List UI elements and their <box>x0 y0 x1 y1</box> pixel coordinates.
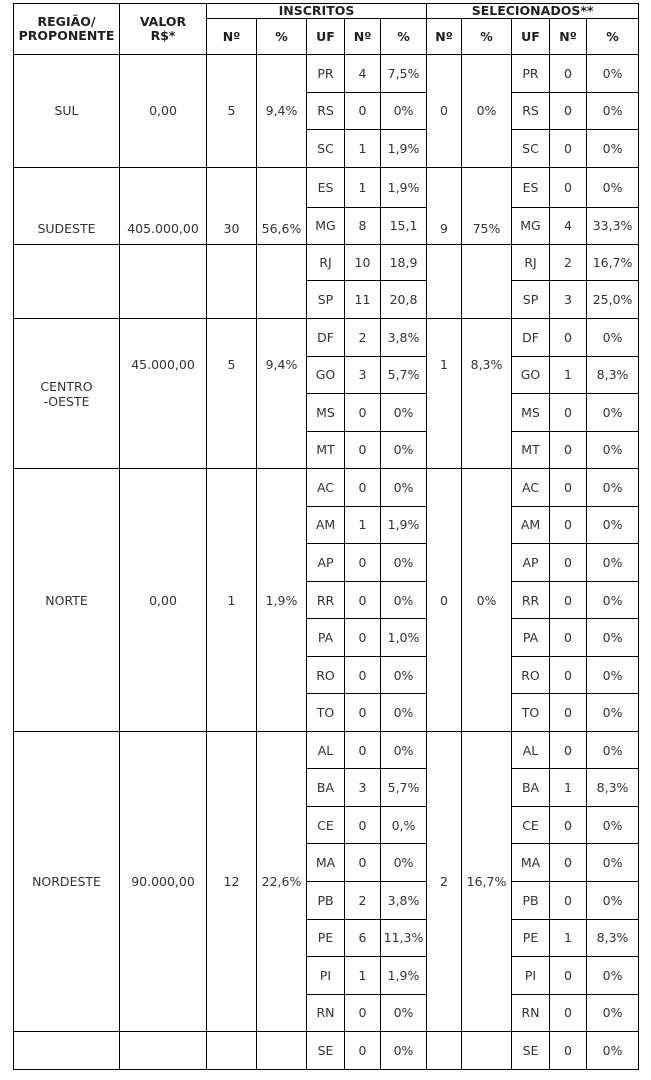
regional-distribution-table <box>13 3 639 1070</box>
region-valor: 45.000,00 <box>120 319 207 469</box>
state-uf: SE <box>307 1032 345 1070</box>
state-inscritos-n: 1 <box>345 167 381 207</box>
state-inscritos-pct: 1,9% <box>381 130 427 168</box>
region-inscritos-pct: 9,4% <box>257 55 307 168</box>
empty-cell <box>120 245 207 319</box>
state-selecionados-pct: 33,3% <box>587 207 639 245</box>
state-inscritos-pct: 0% <box>381 1032 427 1070</box>
state-selecionados-pct: 0% <box>587 544 639 582</box>
state-uf: ES <box>512 167 550 207</box>
state-inscritos-n: 8 <box>345 207 381 245</box>
state-inscritos-pct: 7,5% <box>381 55 427 93</box>
state-uf: MS <box>512 394 550 432</box>
state-inscritos-n: 0 <box>345 544 381 582</box>
state-inscritos-pct: 5,7% <box>381 356 427 394</box>
empty-cell <box>14 245 120 319</box>
empty-cell <box>257 1032 307 1070</box>
region-inscritos-n: 5 <box>207 319 257 469</box>
state-selecionados-n: 4 <box>550 207 587 245</box>
state-inscritos-pct: 0% <box>381 994 427 1032</box>
state-inscritos-n: 3 <box>345 769 381 807</box>
state-inscritos-pct: 1,9% <box>381 957 427 995</box>
state-uf: SP <box>307 281 345 319</box>
state-inscritos-n: 0 <box>345 656 381 694</box>
region-selecionados-n: 9 <box>427 167 462 245</box>
state-selecionados-n: 0 <box>550 544 587 582</box>
state-selecionados-n: 0 <box>550 167 587 207</box>
state-uf: MG <box>512 207 550 245</box>
table-row <box>14 167 639 207</box>
table-row <box>14 1032 639 1070</box>
state-inscritos-pct: 3,8% <box>381 882 427 920</box>
subheader-selecionados-uf-n: Nº <box>550 19 587 55</box>
region-name-norte: NORTE <box>14 469 120 732</box>
region-inscritos-n: 1 <box>207 469 257 732</box>
state-selecionados-pct: 0% <box>587 130 639 168</box>
state-selecionados-pct: 0% <box>587 731 639 769</box>
empty-cell <box>462 1032 512 1070</box>
state-inscritos-pct: 0,% <box>381 806 427 844</box>
empty-cell <box>14 1032 120 1070</box>
region-inscritos-n: 5 <box>207 55 257 168</box>
region-selecionados-n: 0 <box>427 55 462 168</box>
state-uf: BA <box>307 769 345 807</box>
state-inscritos-n: 0 <box>345 619 381 657</box>
state-uf: AL <box>512 731 550 769</box>
state-uf: RS <box>512 92 550 130</box>
state-inscritos-pct: 1,0% <box>381 619 427 657</box>
region-name-sul: SUL <box>14 55 120 168</box>
state-inscritos-n: 0 <box>345 431 381 469</box>
subheader-selecionados-uf: UF <box>512 19 550 55</box>
state-inscritos-pct: 3,8% <box>381 319 427 357</box>
state-inscritos-n: 0 <box>345 731 381 769</box>
state-uf: AL <box>307 731 345 769</box>
state-inscritos-n: 0 <box>345 92 381 130</box>
state-selecionados-n: 0 <box>550 581 587 619</box>
empty-cell <box>207 245 257 319</box>
state-uf: MG <box>307 207 345 245</box>
state-uf: SE <box>512 1032 550 1070</box>
state-inscritos-n: 0 <box>345 994 381 1032</box>
state-selecionados-n: 0 <box>550 469 587 507</box>
state-inscritos-pct: 11,3% <box>381 919 427 957</box>
state-selecionados-n: 0 <box>550 394 587 432</box>
empty-cell <box>427 1032 462 1070</box>
header-valor-line1: VALOR <box>139 14 187 29</box>
state-inscritos-pct: 0% <box>381 844 427 882</box>
state-inscritos-n: 11 <box>345 281 381 319</box>
table-row <box>14 55 639 93</box>
state-uf: SP <box>512 281 550 319</box>
state-selecionados-n: 2 <box>550 245 587 281</box>
state-uf: AP <box>512 544 550 582</box>
state-uf: PB <box>512 882 550 920</box>
state-selecionados-pct: 0% <box>587 957 639 995</box>
region-selecionados-pct: 75% <box>462 167 512 245</box>
state-selecionados-n: 1 <box>550 356 587 394</box>
state-uf: PB <box>307 882 345 920</box>
header-region-line2: PROPONENTE <box>18 28 115 43</box>
state-inscritos-pct: 0% <box>381 469 427 507</box>
region-inscritos-pct: 1,9% <box>257 469 307 732</box>
state-inscritos-n: 0 <box>345 1032 381 1070</box>
state-selecionados-pct: 0% <box>587 394 639 432</box>
state-selecionados-n: 0 <box>550 431 587 469</box>
state-selecionados-n: 0 <box>550 619 587 657</box>
state-uf: PE <box>307 919 345 957</box>
state-selecionados-pct: 0% <box>587 92 639 130</box>
state-selecionados-n: 0 <box>550 319 587 357</box>
header-inscritos: INSCRITOS <box>207 4 427 19</box>
region-valor: 0,00 <box>120 469 207 732</box>
state-selecionados-n: 0 <box>550 731 587 769</box>
state-inscritos-pct: 1,9% <box>381 506 427 544</box>
subheader-inscritos-uf-n: Nº <box>345 19 381 55</box>
state-selecionados-n: 1 <box>550 769 587 807</box>
state-selecionados-n: 0 <box>550 506 587 544</box>
region-name-centro-oeste <box>14 319 120 469</box>
state-selecionados-pct: 0% <box>587 806 639 844</box>
state-uf: PI <box>512 957 550 995</box>
state-inscritos-n: 0 <box>345 694 381 732</box>
header-valor <box>120 4 207 55</box>
state-selecionados-n: 0 <box>550 844 587 882</box>
empty-cell <box>207 1032 257 1070</box>
empty-cell <box>257 245 307 319</box>
region-name-nordeste: NORDESTE <box>14 731 120 1031</box>
state-uf: DF <box>307 319 345 357</box>
state-selecionados-n: 1 <box>550 919 587 957</box>
region-selecionados-pct: 8,3% <box>462 319 512 469</box>
header-region-line1: REGIÃO/ <box>37 14 96 29</box>
state-uf: MT <box>307 431 345 469</box>
state-uf: RN <box>512 994 550 1032</box>
state-selecionados-pct: 0% <box>587 844 639 882</box>
table-row <box>14 245 639 281</box>
state-inscritos-pct: 0% <box>381 394 427 432</box>
state-uf: RO <box>307 656 345 694</box>
subheader-inscritos-uf-pct: % <box>381 19 427 55</box>
state-selecionados-pct: 0% <box>587 319 639 357</box>
state-uf: AC <box>512 469 550 507</box>
state-selecionados-pct: 0% <box>587 581 639 619</box>
state-uf: MT <box>512 431 550 469</box>
state-selecionados-pct: 0% <box>587 619 639 657</box>
header-selecionados: SELECIONADOS** <box>427 4 639 19</box>
state-selecionados-n: 0 <box>550 994 587 1032</box>
state-inscritos-pct: 0% <box>381 731 427 769</box>
state-uf: PE <box>512 919 550 957</box>
state-selecionados-pct: 0% <box>587 506 639 544</box>
state-uf: RR <box>512 581 550 619</box>
state-selecionados-n: 0 <box>550 55 587 93</box>
state-inscritos-pct: 0% <box>381 694 427 732</box>
state-uf: GO <box>307 356 345 394</box>
state-selecionados-pct: 25,0% <box>587 281 639 319</box>
state-selecionados-n: 0 <box>550 694 587 732</box>
state-inscritos-pct: 15,1 <box>381 207 427 245</box>
state-uf: MA <box>512 844 550 882</box>
state-selecionados-pct: 0% <box>587 1032 639 1070</box>
state-selecionados-pct: 0% <box>587 694 639 732</box>
state-inscritos-n: 0 <box>345 806 381 844</box>
state-selecionados-pct: 0% <box>587 469 639 507</box>
region-selecionados-n: 2 <box>427 731 462 1031</box>
state-uf: RJ <box>307 245 345 281</box>
state-inscritos-n: 0 <box>345 844 381 882</box>
region-selecionados-n: 1 <box>427 319 462 469</box>
state-uf: RS <box>307 92 345 130</box>
state-inscritos-n: 1 <box>345 130 381 168</box>
state-uf: TO <box>307 694 345 732</box>
state-uf: RN <box>307 994 345 1032</box>
state-selecionados-n: 0 <box>550 656 587 694</box>
state-uf: PA <box>307 619 345 657</box>
state-selecionados-n: 0 <box>550 957 587 995</box>
subheader-selecionados-n: Nº <box>427 19 462 55</box>
state-selecionados-n: 0 <box>550 92 587 130</box>
state-uf: SC <box>307 130 345 168</box>
state-uf: BA <box>512 769 550 807</box>
state-uf: AM <box>512 506 550 544</box>
region-inscritos-n: 30 <box>207 167 257 245</box>
region-inscritos-pct: 56,6% <box>257 167 307 245</box>
empty-cell <box>462 245 512 319</box>
region-inscritos-n: 12 <box>207 731 257 1031</box>
region-selecionados-pct: 16,7% <box>462 731 512 1031</box>
state-uf: TO <box>512 694 550 732</box>
table-row <box>14 469 639 507</box>
state-selecionados-n: 0 <box>550 882 587 920</box>
subheader-selecionados-uf-pct: % <box>587 19 639 55</box>
state-uf: MA <box>307 844 345 882</box>
state-uf: PA <box>512 619 550 657</box>
state-uf: RO <box>512 656 550 694</box>
state-selecionados-pct: 8,3% <box>587 769 639 807</box>
state-uf: GO <box>512 356 550 394</box>
region-name-line2: -OESTE <box>43 393 90 409</box>
state-inscritos-pct: 0% <box>381 544 427 582</box>
state-inscritos-pct: 0% <box>381 656 427 694</box>
state-uf: ES <box>307 167 345 207</box>
state-inscritos-pct: 0% <box>381 581 427 619</box>
state-inscritos-n: 4 <box>345 55 381 93</box>
state-uf: CE <box>512 806 550 844</box>
region-selecionados-pct: 0% <box>462 469 512 732</box>
empty-cell <box>120 1032 207 1070</box>
state-inscritos-n: 1 <box>345 957 381 995</box>
state-uf: AP <box>307 544 345 582</box>
region-selecionados-n: 0 <box>427 469 462 732</box>
state-uf: AM <box>307 506 345 544</box>
state-inscritos-pct: 0% <box>381 92 427 130</box>
state-uf: RJ <box>512 245 550 281</box>
region-valor: 90.000,00 <box>120 731 207 1031</box>
region-valor: 405.000,00 <box>120 167 207 245</box>
state-selecionados-pct: 16,7% <box>587 245 639 281</box>
state-inscritos-pct: 5,7% <box>381 769 427 807</box>
state-uf: MS <box>307 394 345 432</box>
state-selecionados-pct: 0% <box>587 167 639 207</box>
subheader-inscritos-pct: % <box>257 19 307 55</box>
table-row <box>14 731 639 769</box>
state-uf: RR <box>307 581 345 619</box>
state-inscritos-n: 6 <box>345 919 381 957</box>
subheader-inscritos-n: Nº <box>207 19 257 55</box>
state-selecionados-n: 0 <box>550 806 587 844</box>
region-inscritos-pct: 9,4% <box>257 319 307 469</box>
state-selecionados-pct: 0% <box>587 994 639 1032</box>
subheader-inscritos-uf: UF <box>307 19 345 55</box>
state-selecionados-pct: 8,3% <box>587 919 639 957</box>
state-inscritos-n: 10 <box>345 245 381 281</box>
state-inscritos-n: 1 <box>345 506 381 544</box>
subheader-selecionados-pct: % <box>462 19 512 55</box>
state-inscritos-n: 2 <box>345 319 381 357</box>
state-selecionados-n: 0 <box>550 1032 587 1070</box>
state-inscritos-n: 0 <box>345 469 381 507</box>
state-selecionados-pct: 0% <box>587 431 639 469</box>
state-inscritos-pct: 18,9 <box>381 245 427 281</box>
state-uf: PR <box>512 55 550 93</box>
state-inscritos-n: 3 <box>345 356 381 394</box>
state-selecionados-pct: 0% <box>587 55 639 93</box>
state-uf: PR <box>307 55 345 93</box>
state-uf: AC <box>307 469 345 507</box>
state-uf: CE <box>307 806 345 844</box>
region-valor: 0,00 <box>120 55 207 168</box>
header-valor-line2: R$* <box>150 28 176 43</box>
state-inscritos-pct: 20,8 <box>381 281 427 319</box>
region-name-line1: CENTRO <box>40 378 93 394</box>
state-inscritos-n: 0 <box>345 581 381 619</box>
region-name-sudeste: SUDESTE <box>14 167 120 245</box>
empty-cell <box>427 245 462 319</box>
region-selecionados-pct: 0% <box>462 55 512 168</box>
state-uf: SC <box>512 130 550 168</box>
state-selecionados-pct: 0% <box>587 882 639 920</box>
state-inscritos-n: 0 <box>345 394 381 432</box>
table-row <box>14 319 639 357</box>
header-region <box>14 4 120 55</box>
state-selecionados-n: 0 <box>550 130 587 168</box>
state-inscritos-pct: 1,9% <box>381 167 427 207</box>
state-uf: DF <box>512 319 550 357</box>
state-uf: PI <box>307 957 345 995</box>
state-selecionados-n: 3 <box>550 281 587 319</box>
state-inscritos-pct: 0% <box>381 431 427 469</box>
state-selecionados-pct: 0% <box>587 656 639 694</box>
state-inscritos-n: 2 <box>345 882 381 920</box>
region-inscritos-pct: 22,6% <box>257 731 307 1031</box>
state-selecionados-pct: 8,3% <box>587 356 639 394</box>
